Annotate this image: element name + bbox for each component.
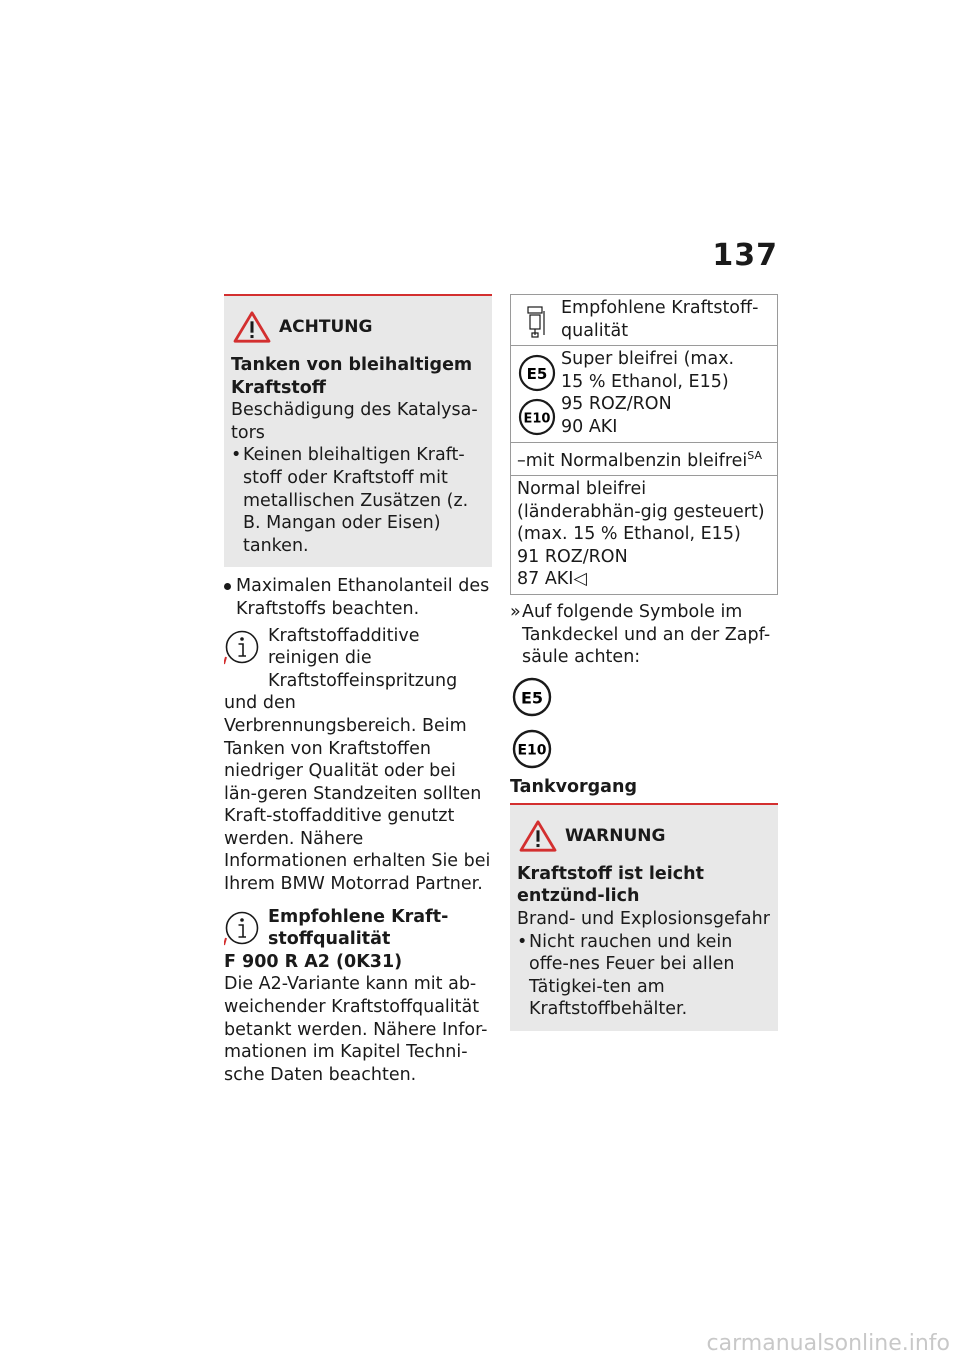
option-label: –mit Normalbenzin bleifrei [517,450,748,471]
table-row [511,442,778,475]
e5-symbol-icon [518,354,556,392]
super-line-1: Super bleifrei (max. [561,349,735,370]
e5-symbol-icon [512,677,552,717]
section-title: Tankvorgang [510,776,637,797]
left-column [224,294,492,1086]
info-icon [224,908,260,948]
symbols-instruction: » Auf folgende Symbole im Tankdeckel und an der Zapf-säule achten: [510,601,778,669]
caution-box [224,294,492,567]
caution-header [231,310,484,344]
info-a2-heading: Empfohlene Kraft-stoffqualität [268,906,449,950]
table-row [511,295,778,346]
table-header: Empfohlene Kraftstoff-qualität [561,298,759,341]
info-a2-model: F 900 R A2 (0K31) [224,951,403,972]
info-additive-text: und den Verbrennungsbereich. Beim Tanken von Kraftstoffen niedriger Qualität oder bei län-geren Standzeiten sollten Kraft-stoffadditive genutzt werden. Nähere Informationen erhalten Sie bei Ihrem BMW Motorrad Partner. [224,693,491,895]
info-a2 [224,906,492,1087]
table-row [511,346,778,442]
normal-line-3: 87 AKI◁ [517,569,587,590]
fuel-pump-icon [525,305,549,339]
normal-line-1: Normal bleifrei (länderabhän-gig gesteuert) (max. 15 % Ethanol, E15) [517,478,765,545]
normal-line-2: 91 ROZ/RON [517,546,628,567]
instruction-ethanol: Maximalen Ethanolanteil des Kraftstoffs beachten. [224,575,492,620]
symbol-list [510,677,778,769]
warning-headline: Kraftstoff ist leicht entzünd-lich [517,863,704,907]
e10-symbol-label: E10 [523,411,551,427]
page-number: 137 [712,238,778,273]
fuel-quality-table [510,294,778,595]
super-line-4: 90 AKI [561,416,618,437]
e10-symbol-label: E10 [517,742,547,759]
right-column [510,294,778,1031]
watermark: carmanualsonline.info [706,1331,950,1356]
warning-title: WARNUNG [565,825,666,846]
caution-bullet: • Keinen bleihaltigen Kraft-stoff oder Kraftstoff mit metallischen Zusätzen (z. B. Mangan oder Eisen) tanken. [231,444,484,557]
table-row [511,475,778,594]
super-line-2: 15 % Ethanol, E15) [561,371,729,392]
warning-triangle-icon [233,310,271,344]
warning-bullet: • Nicht rauchen und kein offe-nes Feuer bei allen Tätigkei-ten am Kraftstoffbehälter. [517,931,770,1021]
warning-box [510,803,778,1031]
warning-consequence: Brand- und Explosionsgefahr [517,908,770,929]
e5-symbol-label: E5 [526,365,548,384]
option-tag: SA [747,448,762,462]
caution-title: ACHTUNG [279,317,373,337]
caution-consequence: Beschädigung des Katalysa-tors [231,400,478,443]
warning-triangle-icon [519,819,557,853]
caution-headline: Tanken von bleihaltigem Kraftstoff [231,355,473,398]
e5-symbol-label: E5 [520,688,544,708]
e10-symbol-icon [518,398,556,436]
info-a2-text: Die A2-Variante kann mit ab-weichender Kraftstoffqualität betankt werden. Nähere Infor-mationen im Kapitel Techni-sche Daten beachten. [224,974,488,1085]
e10-symbol-icon [512,729,552,769]
super-line-3: 95 ROZ/RON [561,394,672,415]
warning-header [517,819,770,853]
info-icon [224,627,260,667]
info-additive-lead: Kraftstoffadditive reinigen die Kraftstoffeinspritzung [268,625,458,691]
info-additive [224,625,492,896]
